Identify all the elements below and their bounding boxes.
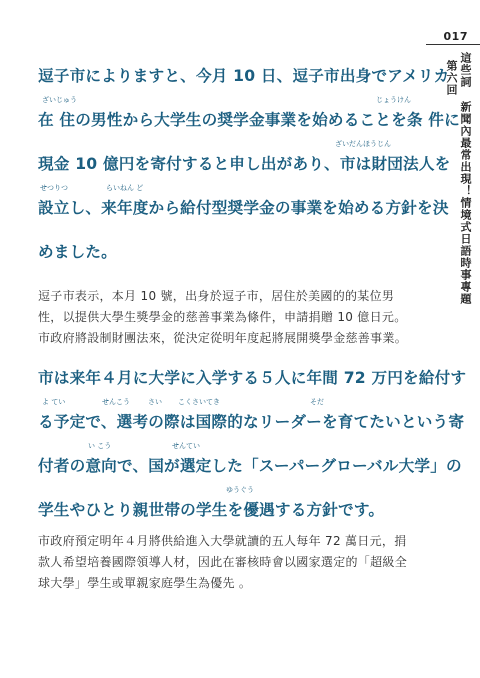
header-rule xyxy=(426,44,480,45)
jp-line-text: 市は来年４月に大学に入学する５人に年間 72 万円を給付す xyxy=(38,369,467,387)
running-title-part-2: 新聞內最常出現！情境式日語時事專題 xyxy=(459,100,472,305)
ruby-annotation: よ てい xyxy=(42,398,66,406)
jp-line-text: 付者の意向で、国が選定した「スーパーグローバル大学」の xyxy=(38,457,462,475)
ruby-annotation: ざいだんほうじん xyxy=(335,140,391,148)
ruby-annotation: じょうけん xyxy=(376,96,411,104)
jp-line-text: 逗子市によりますと、今月 10 日、逗子市出身でアメリカ xyxy=(38,67,450,85)
jp-line-text: 設立し、来年度から給付型奨学金の事業を始める方針を決 xyxy=(38,199,449,217)
ruby-annotation: い こう xyxy=(88,442,112,450)
running-title-part-3: 第六回 xyxy=(445,60,458,96)
ruby-annotation: せんてい xyxy=(172,442,200,450)
ruby-annotation: せんこう xyxy=(102,398,130,406)
jp-line-text: 現金 10 億円を寄付すると申し出があり、市は財団法人を xyxy=(38,155,451,173)
jp-line-text: 学生やひとり親世帯の学生を優遇する方針です。 xyxy=(38,501,385,519)
ruby-annotation: らいねん ど xyxy=(106,184,144,192)
ruby-annotation: そだ xyxy=(310,398,324,406)
chinese-translation-1: 逗子市表示，本月 10 號，出身於逗子市，居住於美國的的某位男性，以提供大學生獎學金的慈善事業為條件，申請捐贈 10 億日元。市政府將設制財團法來，從決定從明年度起將展開獎學金慈善事業。 xyxy=(38,289,408,345)
jp-line-text: る予定で、選考の際は国際的なリーダーを育てたいという寄 xyxy=(38,413,465,431)
chinese-translation-2: 市政府預定明年４月將供給進入大學就讀的五人每年 72 萬日元，捐款人希望培養國際領導人材，因此在審核時會以國家選定的「超級全球大學」學生或單親家庭學生為優先 。 xyxy=(38,534,408,590)
ruby-annotation: こくさいてき xyxy=(178,398,220,406)
running-title-part-1: 這些詞 xyxy=(459,52,472,88)
jp-line-text: 在 住の男性から大学生の奨学金事業を始めることを条 件に xyxy=(38,111,460,129)
ruby-annotation: ざいじゅう xyxy=(42,96,77,104)
ruby-annotation: ゆうぐう xyxy=(226,486,254,494)
ruby-annotation: さい xyxy=(148,398,162,406)
ruby-annotation: せつりつ xyxy=(40,184,68,192)
page-number: 017 xyxy=(443,30,468,43)
jp-line-text: めました。 xyxy=(38,243,117,261)
